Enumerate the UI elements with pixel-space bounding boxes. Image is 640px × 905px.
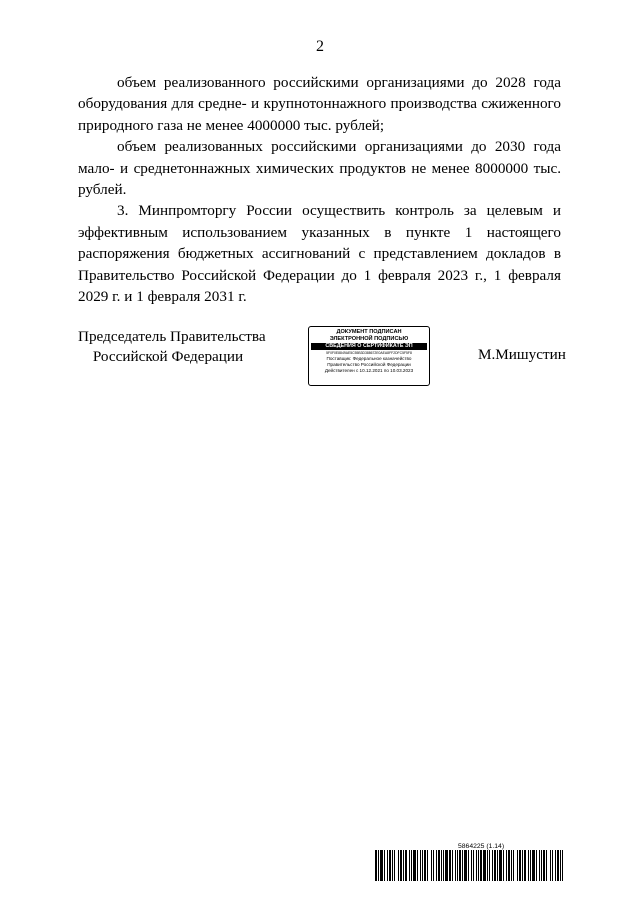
- document-body: [78, 72, 561, 307]
- barcode-icon: [375, 850, 563, 881]
- stamp-supplier: Поставщик: Федеральное казначейство: [326, 356, 412, 362]
- electronic-signature-stamp: [308, 326, 430, 386]
- paragraph-control-clause: 3. Минпромторгу России осуществить контроль за целевым и эффективным использованием указанных в пункте 1 настоящего распоряжения бюджетных ассигнований с представлением докладов в Правительство Российской Федерации до 1 февраля 2023 г., 1 февраля 2029 г. и 1 февраля 2031 г.: [78, 202, 561, 306]
- stamp-serial: 5F0F0E8849AE5C55B3D388672E0AEA8FF2DFC5F5F8: [326, 351, 412, 356]
- paragraph-lng-equipment: объем реализованного российскими организациями до 2028 года оборудования для средне- и крупнотоннажного производства сжиженного природного газа не менее 4000000 тыс. рублей;: [78, 74, 561, 134]
- stamp-validity: Действителен с 10.12.2021 по 10.03.2023: [324, 368, 414, 374]
- page-number: 2: [316, 38, 324, 55]
- signer-title: [78, 327, 266, 367]
- stamp-line1: ДОКУМЕНТ ПОДПИСАН: [336, 329, 402, 335]
- stamp-line2: ЭЛЕКТРОННОЙ ПОДПИСЬЮ: [329, 335, 409, 342]
- stamp-owner: Правительство Российской Федерации: [327, 362, 411, 368]
- signer-title-line2: Российской Федерации: [92, 348, 244, 365]
- signer-name: М.Мишустин: [478, 346, 566, 363]
- stamp-header: СВЕДЕНИЯ О СЕРТИФИКАТЕ ЭП: [311, 343, 427, 350]
- signer-title-line1: Председатель Правительства: [78, 328, 266, 345]
- document-code: 5864225 (1.14): [458, 843, 505, 850]
- paragraph-chemical-products: объем реализованных российскими организациями до 2030 года мало- и среднетоннажных химических продуктов не менее 8000000 тыс. рублей.: [78, 138, 561, 199]
